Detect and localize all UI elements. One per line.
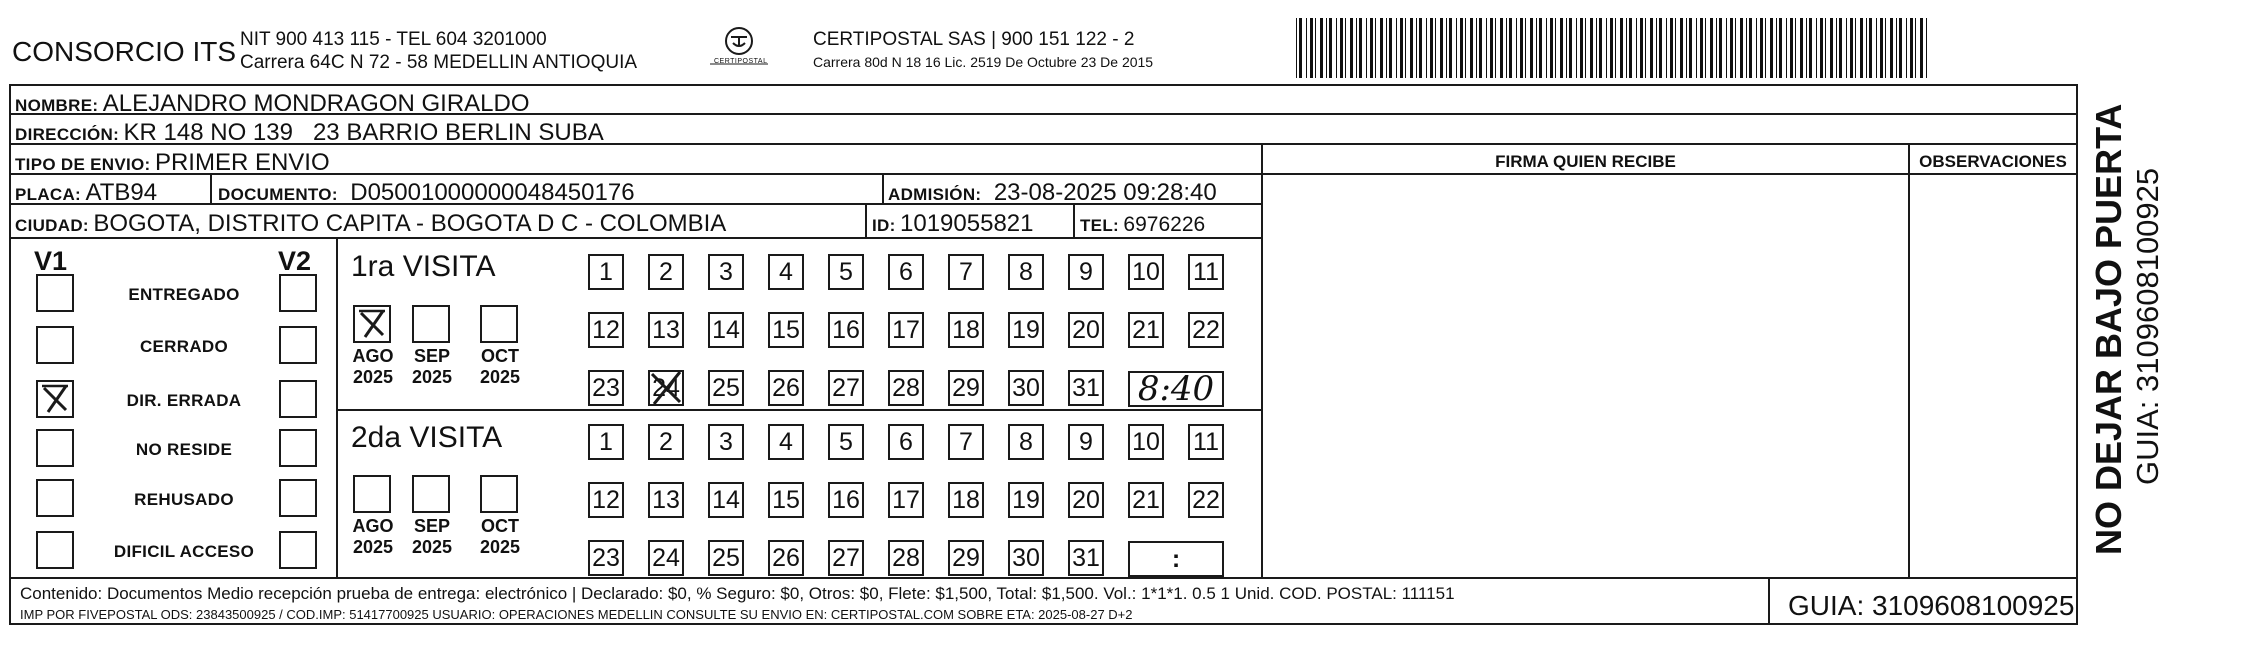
visit1-day-box[interactable]: 31 (1068, 370, 1104, 406)
company-address: Carrera 64C N 72 - 58 MEDELLIN ANTIOQUIA (240, 52, 638, 73)
company-name: CONSORCIO ITS (12, 36, 237, 67)
tipo-row: TIPO DE ENVIO: PRIMER ENVIO (15, 149, 330, 176)
barcode-bar (1666, 18, 1667, 78)
visit2-day-box[interactable]: 27 (828, 540, 864, 576)
visit2-day-box[interactable]: 18 (948, 482, 984, 518)
id-sep (865, 203, 867, 237)
barcode-bar (1670, 18, 1673, 78)
admision-sep (882, 173, 884, 203)
visit2-day-box[interactable]: 30 (1008, 540, 1044, 576)
visit1-title: 1ra VISITA (351, 250, 496, 283)
barcode-bar (1550, 18, 1553, 78)
visit1-day-box[interactable]: 2 (648, 254, 684, 290)
barcode-bar (1890, 18, 1893, 78)
v2-checkbox[interactable] (279, 274, 317, 312)
visit2-title: 2da VISITA (351, 421, 503, 454)
certipostal-logo (706, 24, 772, 70)
footer-print-line: IMP POR FIVEPOSTAL ODS: 23843500925 / COD.IMP: 51417700925 USUARIO: OPERACIONES MEDELLIN CONSULTE SU ENVIO EN: CERTIPOSTAL.COM SOBRE ETA: 2025-08-27 D+2 (20, 607, 1133, 622)
v1-checkbox[interactable] (36, 479, 74, 517)
visit1-day-box[interactable]: 8 (1008, 254, 1044, 290)
barcode-bar (1426, 18, 1427, 78)
barcode-bar (1795, 18, 1796, 78)
signature-area[interactable] (1263, 175, 1908, 577)
visit1-day-box[interactable]: 16 (828, 312, 864, 348)
barcode-bar (1675, 18, 1676, 78)
visit1-month-label: OCT (481, 346, 519, 366)
barcode-bar (1686, 18, 1687, 78)
barcode-bar (1770, 18, 1773, 78)
documento-row: DOCUMENTO: D05001000000048450176 (218, 179, 635, 206)
visit2-day-box[interactable]: 19 (1008, 482, 1044, 518)
visit2-day-box[interactable]: 21 (1128, 482, 1164, 518)
certipostal-line-1: CERTIPOSTAL SAS | 900 151 122 - 2 (813, 29, 1135, 50)
visit1-day-box[interactable]: 26 (768, 370, 804, 406)
barcode-bar (1440, 18, 1443, 78)
visit2-day-box[interactable]: 22 (1188, 482, 1224, 518)
visit2-day-box[interactable]: 9 (1068, 424, 1104, 460)
barcode-bar (1915, 18, 1916, 78)
barcode-bar (1386, 18, 1387, 78)
visit1-month-checkbox[interactable] (412, 305, 450, 343)
barcode-bar (1580, 18, 1583, 78)
visit1-day-box[interactable]: 20 (1068, 312, 1104, 348)
visit1-month-label: AGO (352, 346, 394, 366)
barcode-bar (1430, 18, 1433, 78)
barcode-bar (1299, 18, 1302, 78)
barcode-bar (1396, 18, 1397, 78)
barcode-bar (1405, 18, 1406, 78)
frame-right (2076, 84, 2078, 625)
visit2-day-box[interactable]: 5 (828, 424, 864, 460)
barcode-bar (1476, 18, 1477, 78)
barcode-bar (1435, 18, 1436, 78)
barcode-bar (1880, 18, 1883, 78)
barcode-bar (1806, 18, 1807, 78)
observations-area[interactable] (1910, 175, 2076, 577)
ciudad-value: BOGOTA, DISTRITO CAPITA - BOGOTA D C - COLOMBIA (93, 210, 727, 237)
v1-checkbox[interactable] (36, 274, 74, 312)
barcode-bar (1689, 18, 1692, 78)
v1-checkbox[interactable] (36, 429, 74, 467)
barcode-bar (1700, 18, 1703, 78)
visit2-month-checkbox[interactable] (353, 475, 391, 513)
visit1-day-box[interactable]: 19 (1008, 312, 1044, 348)
barcode-bar (1410, 18, 1413, 78)
side-guia: GUIA: 3109608100925 (2130, 167, 2165, 485)
barcode-bar (1830, 18, 1833, 78)
visit2-day-box[interactable]: 11 (1188, 424, 1224, 460)
barcode-bar (1710, 18, 1713, 78)
barcode-bar (1400, 18, 1403, 78)
visit2-month-checkbox[interactable] (412, 475, 450, 513)
barcode-bar (1329, 18, 1332, 78)
barcode-bar (1516, 18, 1517, 78)
barcode-bar (1860, 18, 1863, 78)
barcode-bar (1599, 18, 1602, 78)
barcode-bar (1825, 18, 1826, 78)
barcode-bar (1456, 18, 1457, 78)
visit2-day-box[interactable]: 14 (708, 482, 744, 518)
footer-guia: GUIA: 3109608100925 (1788, 590, 2075, 621)
recipient-name: ALEJANDRO MONDRAGON GIRALDO (102, 90, 530, 117)
barcode-bar (1490, 18, 1493, 78)
barcode-bar (1356, 18, 1357, 78)
tel-value: 6976226 (1123, 213, 1206, 236)
status-label: NO RESIDE (135, 440, 233, 459)
observaciones-header: OBSERVACIONES (1919, 152, 2067, 171)
visit1-day-box[interactable]: 3 (708, 254, 744, 290)
barcode-bar (1310, 18, 1313, 78)
v2-label: V2 (278, 246, 312, 276)
tel-sep (1073, 203, 1075, 237)
visit2-day-box[interactable]: 25 (708, 540, 744, 576)
barcode-bar (1555, 18, 1556, 78)
visit1-day-box[interactable]: 9 (1068, 254, 1104, 290)
barcode-bar (1370, 18, 1373, 78)
visit1-day-box[interactable]: 7 (948, 254, 984, 290)
barcode-bar (1850, 18, 1853, 78)
barcode-bar (1569, 18, 1572, 78)
shipment-type: PRIMER ENVIO (154, 149, 330, 176)
barcode-bar (1746, 18, 1747, 78)
visit2-day-box[interactable]: 4 (768, 424, 804, 460)
visit1-day-box[interactable]: 1 (588, 254, 624, 290)
placa-row: PLACA: ATB94 (15, 179, 158, 206)
frame-left (9, 84, 11, 625)
v2-checkbox[interactable] (279, 429, 317, 467)
barcode-bar (1446, 18, 1447, 78)
placa-value: ATB94 (85, 179, 158, 206)
barcode-bar (1620, 18, 1623, 78)
status-label: DIFICIL ACCESO (113, 542, 255, 561)
barcode-bar (1705, 18, 1706, 78)
id-row: ID: 1019055821 (872, 210, 1034, 237)
barcode-bar (1866, 18, 1867, 78)
visit2-day-box[interactable]: 2 (648, 424, 684, 460)
v2-checkbox[interactable] (279, 326, 317, 364)
visit1-day-box[interactable]: 17 (888, 312, 924, 348)
barcode-bar (1419, 18, 1422, 78)
visit1-day-box[interactable]: 4 (768, 254, 804, 290)
barcode-bar (1345, 18, 1346, 78)
barcode-bar (1680, 18, 1683, 78)
barcode-bar (1716, 18, 1717, 78)
visit2-time-box[interactable]: : (1128, 541, 1224, 577)
visit2-day-box[interactable]: 15 (768, 482, 804, 518)
visit1-year-label: 2025 (352, 367, 394, 387)
barcode-bar (1855, 18, 1856, 78)
barcode-bar (1920, 18, 1923, 78)
visit2-day-box[interactable]: 31 (1068, 540, 1104, 576)
barcode-bar (1756, 18, 1757, 78)
barcode-bar (1640, 18, 1643, 78)
barcode-bar (1596, 18, 1597, 78)
barcode-bar (1315, 18, 1316, 78)
visit1-month-checkbox[interactable] (480, 305, 518, 343)
visit2-day-box[interactable]: 26 (768, 540, 804, 576)
v2-checkbox[interactable] (279, 479, 317, 517)
barcode-bar (1495, 18, 1496, 78)
v1-checkbox[interactable] (36, 326, 74, 364)
barcode-bar (1590, 18, 1593, 78)
barcode-bar (1416, 18, 1417, 78)
barcode-bar (1779, 18, 1782, 78)
v1-label: V1 (34, 246, 68, 276)
barcode-bar (1470, 18, 1473, 78)
barcode-bar (1336, 18, 1337, 78)
visit2-month-label: SEP (413, 516, 451, 536)
visit2-day-box[interactable]: 28 (888, 540, 924, 576)
barcode-bar (1536, 18, 1537, 78)
firma-header: FIRMA QUIEN RECIBE (1495, 152, 1676, 171)
visit1-day-box[interactable]: 21 (1128, 312, 1164, 348)
visit1-day-box[interactable]: 6 (888, 254, 924, 290)
visit2-day-box[interactable]: 12 (588, 482, 624, 518)
barcode-bar (1910, 18, 1913, 78)
visit1-day-box[interactable]: 27 (828, 370, 864, 406)
visit1-day-box[interactable]: 18 (948, 312, 984, 348)
v1-checkbox[interactable] (36, 531, 74, 569)
barcode-bar (1730, 18, 1733, 78)
barcode-bar (1525, 18, 1526, 78)
visit1-day-box[interactable]: 28 (888, 370, 924, 406)
barcode-bar (1615, 18, 1616, 78)
visit1-year-label: 2025 (411, 367, 453, 387)
barcode-bar (1380, 18, 1383, 78)
barcode-bar (1846, 18, 1847, 78)
barcode-bar (1509, 18, 1512, 78)
barcode-bar (1719, 18, 1722, 78)
visit1-year-label: 2025 (479, 367, 521, 387)
barcode-bar (1606, 18, 1607, 78)
visit1-day-box[interactable]: 11 (1188, 254, 1224, 290)
barcode-bar (1816, 18, 1817, 78)
logo-text: CERTIPOSTAL (714, 58, 768, 65)
barcode-bar (1696, 18, 1697, 78)
certipostal-line-2: Carrera 80d N 18 16 Lic. 2519 De Octubre 23 De 2015 (813, 54, 1154, 70)
visit1-day-box[interactable]: 13 (648, 312, 684, 348)
visit1-day-box[interactable]: 15 (768, 312, 804, 348)
barcode-bar (1375, 18, 1376, 78)
placa-sep (210, 173, 212, 203)
visit2-month-checkbox[interactable] (480, 475, 518, 513)
visit2-day-box[interactable]: 10 (1128, 424, 1164, 460)
visit2-month-label: AGO (352, 516, 394, 536)
status-label: CERRADO (139, 337, 229, 356)
barcode-bar (1650, 18, 1653, 78)
visit1-time-box[interactable]: 8:40 (1128, 371, 1224, 407)
barcode-bar (1809, 18, 1812, 78)
visit2-day-box[interactable]: 13 (648, 482, 684, 518)
barcode-bar (1636, 18, 1637, 78)
barcode-bar (1800, 18, 1803, 78)
visit1-day-box[interactable]: 5 (828, 254, 864, 290)
row-line-5 (9, 237, 1263, 239)
visit-left-line (336, 237, 338, 577)
visit2-day-box[interactable]: 29 (948, 540, 984, 576)
visit1-day-box[interactable]: 10 (1128, 254, 1164, 290)
barcode-bar (1885, 18, 1886, 78)
barcode-bar (1530, 18, 1533, 78)
barcode-bar (1560, 18, 1563, 78)
barcode (1296, 18, 1933, 78)
barcode-bar (1786, 18, 1787, 78)
barcode-bar (1546, 18, 1547, 78)
barcode-bar (1876, 18, 1877, 78)
barcode-bar (1896, 18, 1897, 78)
barcode-bar (1350, 18, 1353, 78)
barcode-bar (1486, 18, 1487, 78)
footer-content-line: Contenido: Documentos Medio recepción prueba de entrega: electrónico | Declarado: $0, % Seguro: $0, Otros: $0, Flete: $1,500, Total: $1,500. Vol.: 1*1*1. 0.5 1 Unid. COD. POSTAL: 111151 (20, 584, 1455, 603)
barcode-bar (1539, 18, 1542, 78)
barcode-bar (1296, 18, 1297, 78)
barcode-bar (1585, 18, 1586, 78)
barcode-bar (1659, 18, 1662, 78)
barcode-bar (1776, 18, 1777, 78)
visit1-day-box[interactable]: 29 (948, 370, 984, 406)
visit1-month-label: SEP (413, 346, 451, 366)
barcode-bar (1740, 18, 1743, 78)
barcode-bar (1576, 18, 1577, 78)
visit2-day-box[interactable]: 1 (588, 424, 624, 460)
visit2-day-box[interactable]: 8 (1008, 424, 1044, 460)
v2-checkbox[interactable] (279, 380, 317, 418)
tel-row: TEL: 6976226 (1080, 213, 1206, 236)
barcode-bar (1749, 18, 1752, 78)
nombre-row: NOMBRE: ALEJANDRO MONDRAGON GIRALDO (15, 90, 530, 117)
barcode-bar (1320, 18, 1323, 78)
barcode-bar (1389, 18, 1392, 78)
visit2-year-label: 2025 (411, 537, 453, 557)
barcode-bar (1340, 18, 1343, 78)
barcode-bar (1790, 18, 1793, 78)
barcode-bar (1735, 18, 1736, 78)
v2-checkbox[interactable] (279, 531, 317, 569)
barcode-bar (1760, 18, 1763, 78)
id-value: 1019055821 (900, 210, 1034, 237)
barcode-bar (1520, 18, 1523, 78)
status-label: REHUSADO (134, 490, 234, 509)
visit2-day-box[interactable]: 17 (888, 482, 924, 518)
admision-value: 23-08-2025 09:28:40 (993, 179, 1217, 206)
barcode-bar (1906, 18, 1907, 78)
barcode-bar (1726, 18, 1727, 78)
visit2-day-box[interactable]: 16 (828, 482, 864, 518)
status-label: ENTREGADO (128, 285, 240, 304)
barcode-bar (1926, 18, 1927, 78)
barcode-bar (1629, 18, 1632, 78)
visit1-day-box[interactable]: 25 (708, 370, 744, 406)
visit1-day-box[interactable]: 30 (1008, 370, 1044, 406)
barcode-bar (1899, 18, 1902, 78)
visit1-day-box[interactable]: 22 (1188, 312, 1224, 348)
documento-value: D05001000000048450176 (350, 179, 635, 206)
barcode-bar (1359, 18, 1362, 78)
visit1-month-checkbox[interactable] (353, 305, 391, 343)
barcode-bar (1465, 18, 1466, 78)
barcode-bar (1479, 18, 1482, 78)
barcode-bar (1306, 18, 1307, 78)
visit2-year-label: 2025 (479, 537, 521, 557)
visit2-day-box[interactable]: 7 (948, 424, 984, 460)
side-warning: NO DEJAR BAJO PUERTA (2088, 103, 2129, 555)
barcode-bar (1839, 18, 1842, 78)
visit2-day-box[interactable]: 6 (888, 424, 924, 460)
barcode-bar (1506, 18, 1507, 78)
nit-line: NIT 900 413 115 - TEL 604 3201000 (240, 29, 547, 50)
barcode-bar (1500, 18, 1503, 78)
recipient-address: KR 148 NO 139 23 BARRIO BERLIN SUBA (123, 119, 604, 146)
direccion-row: DIRECCIÓN: KR 148 NO 139 23 BARRIO BERLIN SUBA (15, 119, 604, 146)
ciudad-row: CIUDAD: BOGOTA, DISTRITO CAPITA - BOGOTA D C - COLOMBIA (15, 210, 727, 237)
barcode-bar (1645, 18, 1646, 78)
barcode-bar (1820, 18, 1823, 78)
visit2-day-box[interactable]: 3 (708, 424, 744, 460)
frame-top (9, 84, 2078, 86)
v1-checkbox[interactable] (36, 380, 74, 418)
barcode-bar (1366, 18, 1367, 78)
barcode-bar (1460, 18, 1463, 78)
visit2-day-box[interactable]: 20 (1068, 482, 1104, 518)
barcode-bar (1765, 18, 1766, 78)
status-label: DIR. ERRADA (126, 391, 242, 410)
visit1-day-box[interactable]: 23 (588, 370, 624, 406)
barcode-bar (1610, 18, 1613, 78)
barcode-bar (1566, 18, 1567, 78)
admision-row: ADMISIÓN: 23-08-2025 09:28:40 (888, 179, 1217, 206)
visit-middle-line (336, 409, 1263, 411)
visit2-day-box[interactable]: 24 (648, 540, 684, 576)
barcode-bar (1836, 18, 1837, 78)
visit2-year-label: 2025 (352, 537, 394, 557)
barcode-bar (1326, 18, 1327, 78)
visit2-day-box[interactable]: 23 (588, 540, 624, 576)
barcode-bar (1626, 18, 1627, 78)
visit1-day-box[interactable]: 12 (588, 312, 624, 348)
visit1-day-box[interactable]: 24 (648, 370, 684, 406)
visit2-month-label: OCT (481, 516, 519, 536)
barcode-bar (1449, 18, 1452, 78)
footer-divider (1768, 577, 1770, 625)
visit1-day-box[interactable]: 14 (708, 312, 744, 348)
barcode-bar (1869, 18, 1872, 78)
barcode-bar (1656, 18, 1657, 78)
